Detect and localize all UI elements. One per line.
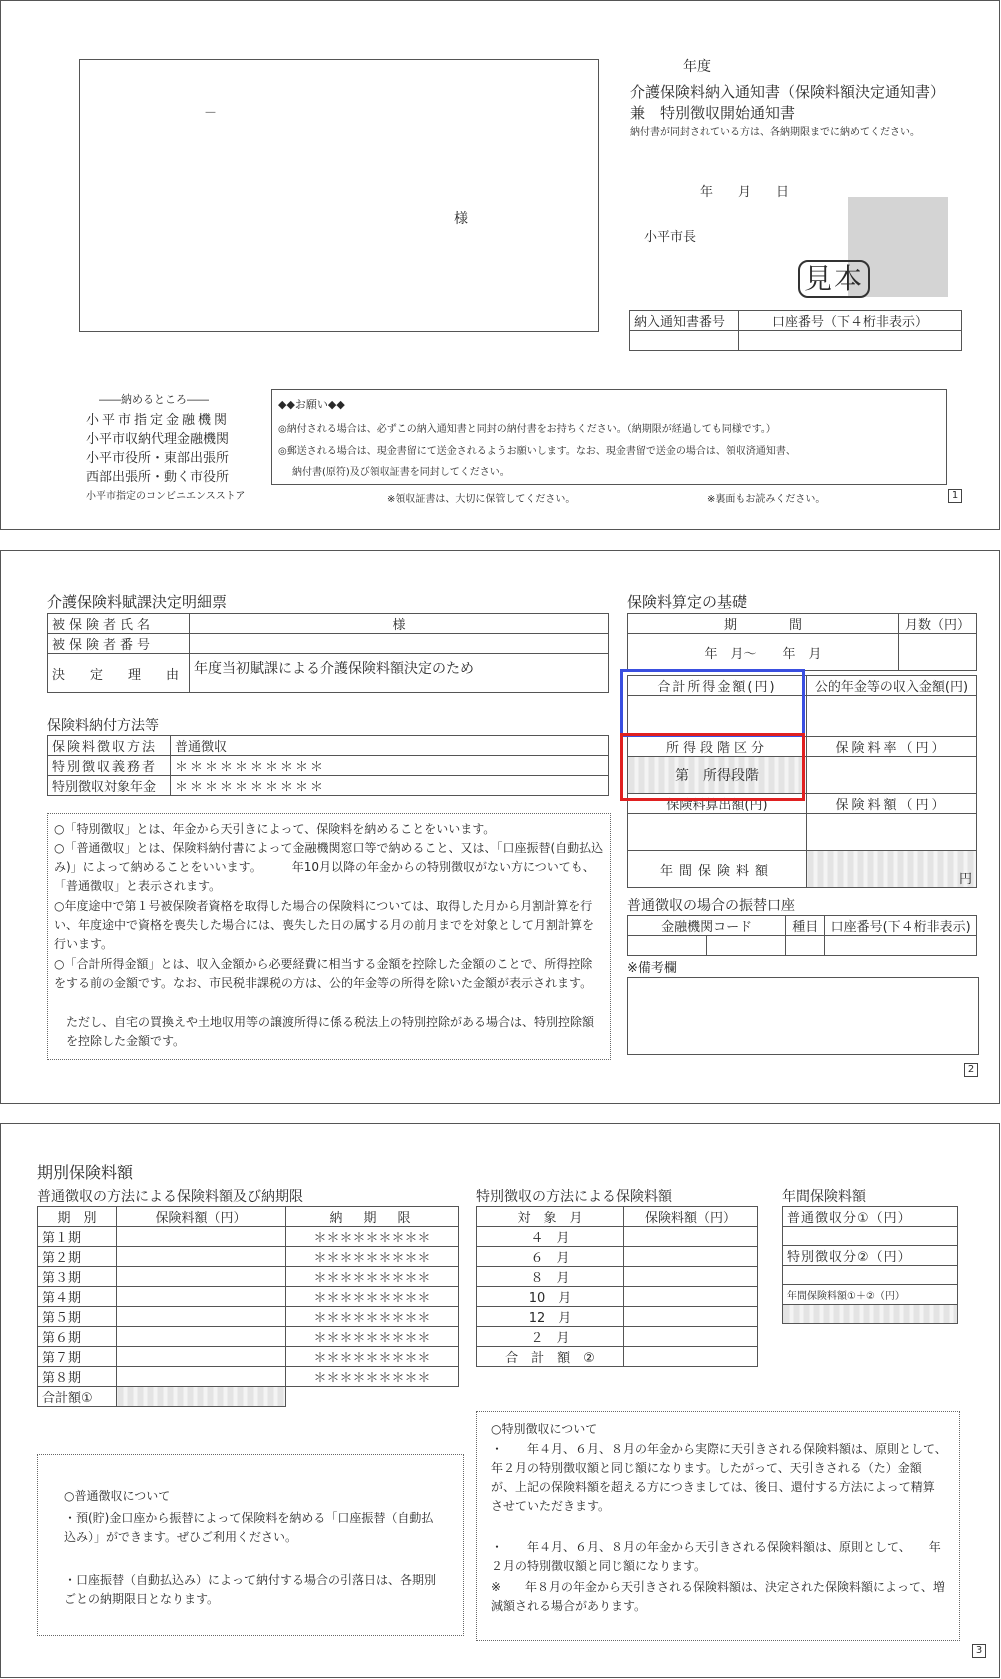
assessment-title: 介護保険料賦課決定明細票 — [47, 593, 228, 611]
due-date: ＊＊＊＊＊＊＊＊＊ — [286, 1287, 459, 1307]
table-row — [477, 1287, 758, 1307]
sum1-label: 合計額① — [38, 1387, 117, 1407]
page-1-panel — [0, 0, 1000, 530]
table-row — [477, 1247, 758, 1267]
sum2-label: 合 計 額 ② — [477, 1347, 624, 1367]
page-2-panel — [0, 550, 1000, 1104]
annual-premium-table — [782, 1206, 958, 1324]
page-number-3: 3 — [972, 1644, 986, 1658]
due-date: ＊＊＊＊＊＊＊＊＊ — [286, 1367, 459, 1387]
item-header: 種目 — [786, 916, 825, 936]
target-month: 10 月 — [477, 1287, 624, 1307]
pay-place: 小平市収納代理金融機関 — [86, 432, 230, 447]
annual-premium-yen: 円 — [807, 851, 977, 888]
insured-name-sama: 様 — [190, 614, 609, 634]
target-month: 12 月 — [477, 1307, 624, 1327]
explanation-4: ○「合計所得金額」とは、収入金額から必要経費に相当する金額を控除した金額のことで、所得控除をする前の金額です。なお、市民税非課税の方は、公的年金等の所得を除いた金額が表示されます。 — [54, 957, 593, 990]
table-row — [477, 1347, 758, 1367]
due-date: ＊＊＊＊＊＊＊＊＊ — [286, 1327, 459, 1347]
months-header: 月数（円） — [899, 614, 977, 634]
reason-label: 決 定 理 由 — [48, 654, 190, 693]
transfer-account-table — [627, 915, 977, 956]
address-sama: 様 — [454, 211, 468, 227]
highlight-total-income — [620, 669, 805, 737]
due-date: ＊＊＊＊＊＊＊＊＊ — [286, 1247, 459, 1267]
table-row — [38, 1327, 459, 1347]
normal-note-1: ・預(貯)金口座から振替によって保険料を納める「口座振替（自動払込み）」ができます。ぜひご利用ください。 — [64, 1511, 434, 1544]
pay-places-header: ――納めるところ―― — [99, 393, 209, 406]
bank-code-header: 金融機関コード — [628, 916, 786, 936]
special-note-3: ※ 年８月の年金から天引きされる保険料額は、決定された保険料額によって、増減額される場合があります。 — [491, 1580, 945, 1613]
request-line-2: ◎郵送される場合は、現金書留にて送金されるようお願いします。なお、現金書留で送金の場合は、領収済通知書、 — [278, 446, 796, 457]
pension-income-header: 公的年金等の収入金額(円) — [807, 676, 977, 696]
address-window — [79, 59, 599, 332]
fiscal-year: 年度 — [683, 59, 711, 75]
table-row — [38, 1287, 459, 1307]
basis-title: 保険料算定の基礎 — [627, 593, 748, 611]
term-header: 期 別 — [38, 1207, 117, 1227]
total-income-header: 合計所得金額(円) — [628, 676, 807, 696]
due-date: ＊＊＊＊＊＊＊＊＊ — [286, 1267, 459, 1287]
term-label: 第４期 — [38, 1287, 117, 1307]
month-header: 対 象 月 — [477, 1207, 624, 1227]
normal-collection-table — [37, 1206, 459, 1407]
table-row — [477, 1327, 758, 1347]
normal-collection-title: 普通徴収の方法による保険料額及び納期限 — [37, 1189, 303, 1205]
account-header: 口座番号（下４桁非表示） — [739, 311, 962, 331]
table-row — [477, 1267, 758, 1287]
due-date: ＊＊＊＊＊＊＊＊＊ — [286, 1227, 459, 1247]
special-collection-table — [476, 1206, 758, 1367]
decision-reason: 年度当初賦課による介護保険料額決定のため — [190, 654, 609, 693]
pay-place: 小平市指定のコンビニエンスストア — [86, 491, 246, 502]
special-share-label: 特別徴収分②（円） — [783, 1246, 958, 1266]
target-month: ２ 月 — [477, 1327, 624, 1347]
notice-subnote: 納付書が同封されている方は、各納期限までに納めてください。 — [630, 127, 920, 138]
special-collection-title: 特別徴収の方法による保険料額 — [476, 1189, 672, 1205]
notice-number-table — [629, 310, 962, 351]
request-line-3: 納付書(原符)及び領収証書を同封してください。 — [292, 467, 510, 478]
term-label: 第６期 — [38, 1327, 117, 1347]
target-month: ４ 月 — [477, 1227, 624, 1247]
address-dash: － — [204, 106, 218, 121]
pay-place: 小平市指定金融機関 — [86, 413, 231, 428]
method-row-label: 保険料徴収方法 — [48, 736, 171, 756]
method-row-label: 特別徴収対象年金 — [48, 776, 171, 796]
table-row — [477, 1227, 758, 1247]
account-no-header: 口座番号(下４桁非表示) — [825, 916, 977, 936]
notice-title-2: 兼 特別徴収開始通知書 — [630, 104, 796, 122]
table-row — [38, 1367, 459, 1387]
normal-collection-note — [37, 1454, 464, 1636]
normal-note-2: ・口座振替（自動払込み）によって納付する場合の引落日は、各期別ごとの納期限日となります。 — [64, 1573, 437, 1606]
method-row-value: ＊＊＊＊＊＊＊＊＊＊ — [171, 776, 609, 796]
request-header: ◆◆お願い◆◆ — [278, 398, 345, 411]
explanation-box — [47, 813, 611, 1060]
term-label: 第８期 — [38, 1367, 117, 1387]
request-line-1: ◎納付される場合は、必ずこの納入通知書と同封の納付書をお持ちください。（納期限が経過しても同様です。） — [278, 424, 776, 435]
payment-method-table — [47, 735, 609, 796]
request-box — [271, 389, 947, 485]
method-row-label: 特別徴収義務者 — [48, 756, 171, 776]
pay-place: 小平市役所・東部出張所 — [86, 451, 230, 466]
table-row — [38, 1227, 459, 1247]
target-month: ８ 月 — [477, 1267, 624, 1287]
term-label: 第３期 — [38, 1267, 117, 1287]
due-header: 納 期 限 — [286, 1207, 459, 1227]
term-label: 第５期 — [38, 1307, 117, 1327]
installment-title: 期別保険料額 — [37, 1163, 134, 1182]
remarks-title: ※備考欄 — [627, 961, 677, 976]
term-label: 第１期 — [38, 1227, 117, 1247]
sample-stamp: 見本 — [798, 260, 870, 298]
table-row — [38, 1347, 459, 1367]
explanation-5: ただし、自宅の買換えや土地収用等の譲渡所得に係る税法上の特別控除がある場合は、特別控除額を控除した金額です。 — [66, 1015, 595, 1048]
table-row — [38, 1267, 459, 1287]
special-note-1: ・ 年４月、６月、８月の年金から実際に天引きされる保険料額は、原則として、 年２月の特別徴収額と同じ額になります。したがって、天引きされる（た）金額が、上記の保険料額を超える方につきましては、後日、還付する方法によって精算させていただきます。 — [491, 1442, 965, 1513]
table-row — [38, 1307, 459, 1327]
method-row-value: ＊＊＊＊＊＊＊＊＊＊ — [171, 756, 609, 776]
target-month: ６ 月 — [477, 1247, 624, 1267]
basis-table — [627, 613, 977, 671]
period-header: 期 間 — [628, 614, 899, 634]
due-date: ＊＊＊＊＊＊＊＊＊ — [286, 1347, 459, 1367]
page-number-2: 2 — [964, 1063, 978, 1077]
highlight-income-stage — [620, 733, 805, 801]
pay-places-list — [86, 411, 245, 506]
annual-total-label: 年間保険料額①＋②（円） — [783, 1285, 958, 1305]
term-label: 第２期 — [38, 1247, 117, 1267]
insured-name-label: 被保険者氏名 — [48, 614, 190, 634]
payment-method-title: 保険料納付方法等 — [47, 718, 159, 734]
transfer-account-title: 普通徴収の場合の振替口座 — [627, 898, 795, 914]
page-number-1: 1 — [948, 489, 962, 503]
period-value: 年 月～ 年 月 — [628, 634, 899, 671]
normal-share-label: 普通徴収分①（円） — [783, 1207, 958, 1227]
explanation-1: ○「特別徴収」とは、年金から天引きによって、保険料を納めることをいいます。 — [54, 822, 496, 836]
insured-table — [47, 613, 609, 693]
notice-title: 介護保険料納入通知書（保険料額決定通知書） — [630, 83, 946, 101]
explanation-3: ○年度途中で第１号被保険者資格を取得した場合の保険料については、取得した月から月割計算を行い、年度途中で資格を喪失した場合には、喪失した日の属する月の前月までを対象として月割計算を行います。 — [54, 899, 595, 951]
pay-place: 西部出張所・動く市役所 — [86, 470, 230, 485]
explanation-2: ○「普通徴収」とは、保険料納付書によって金融機関窓口等で納めること、又は、「口座振替(自動払込み)」によって納めることをいいます。 年10月以降の年金からの特別徴収がない方についても、「普通徴収」と表示されます。 — [54, 841, 604, 893]
table-row — [38, 1387, 459, 1407]
issue-date: 年 月 日 — [700, 185, 796, 200]
page-3-panel — [0, 1123, 1000, 1678]
special-collection-note — [476, 1411, 965, 1641]
amount-header-2: 保険料額（円） — [624, 1207, 758, 1227]
calc-amount-header: 保険料算出額(円) — [628, 794, 807, 814]
special-note-heading: ○特別徴収について — [491, 1422, 598, 1436]
receipt-keep-note: ※領収証書は、大切に保管してください。 — [387, 494, 576, 505]
term-label: 第７期 — [38, 1347, 117, 1367]
stage-header: 所得段階区分 — [628, 737, 807, 757]
mayor-name: 小平市長 — [644, 230, 697, 245]
rate-header: 保険料率（円） — [807, 737, 977, 757]
premium-amount-header: 保険料額（円） — [807, 794, 977, 814]
remarks-box — [627, 977, 979, 1055]
normal-note-heading: ○普通徴収について — [64, 1489, 171, 1503]
annual-premium-label: 年間保険料額 — [628, 851, 807, 888]
stage-value: 第 所得段階 — [628, 757, 807, 794]
notice-number-header: 納入通知書番号 — [630, 311, 739, 331]
amount-header: 保険料額（円） — [117, 1207, 286, 1227]
special-note-2: ・ 年４月、６月、８月の年金から天引きされる保険料額は、原則として、 年２月の特別徴収額と同じ額になります。 — [491, 1540, 941, 1573]
due-date: ＊＊＊＊＊＊＊＊＊ — [286, 1307, 459, 1327]
table-row — [38, 1247, 459, 1267]
method-row-value: 普通徴収 — [171, 736, 609, 756]
annual-premium-title: 年間保険料額 — [782, 1189, 866, 1205]
read-back-note: ※裏面もお読みください。 — [707, 494, 826, 505]
table-row — [477, 1307, 758, 1327]
insured-no-label: 被保険者番号 — [48, 634, 190, 654]
